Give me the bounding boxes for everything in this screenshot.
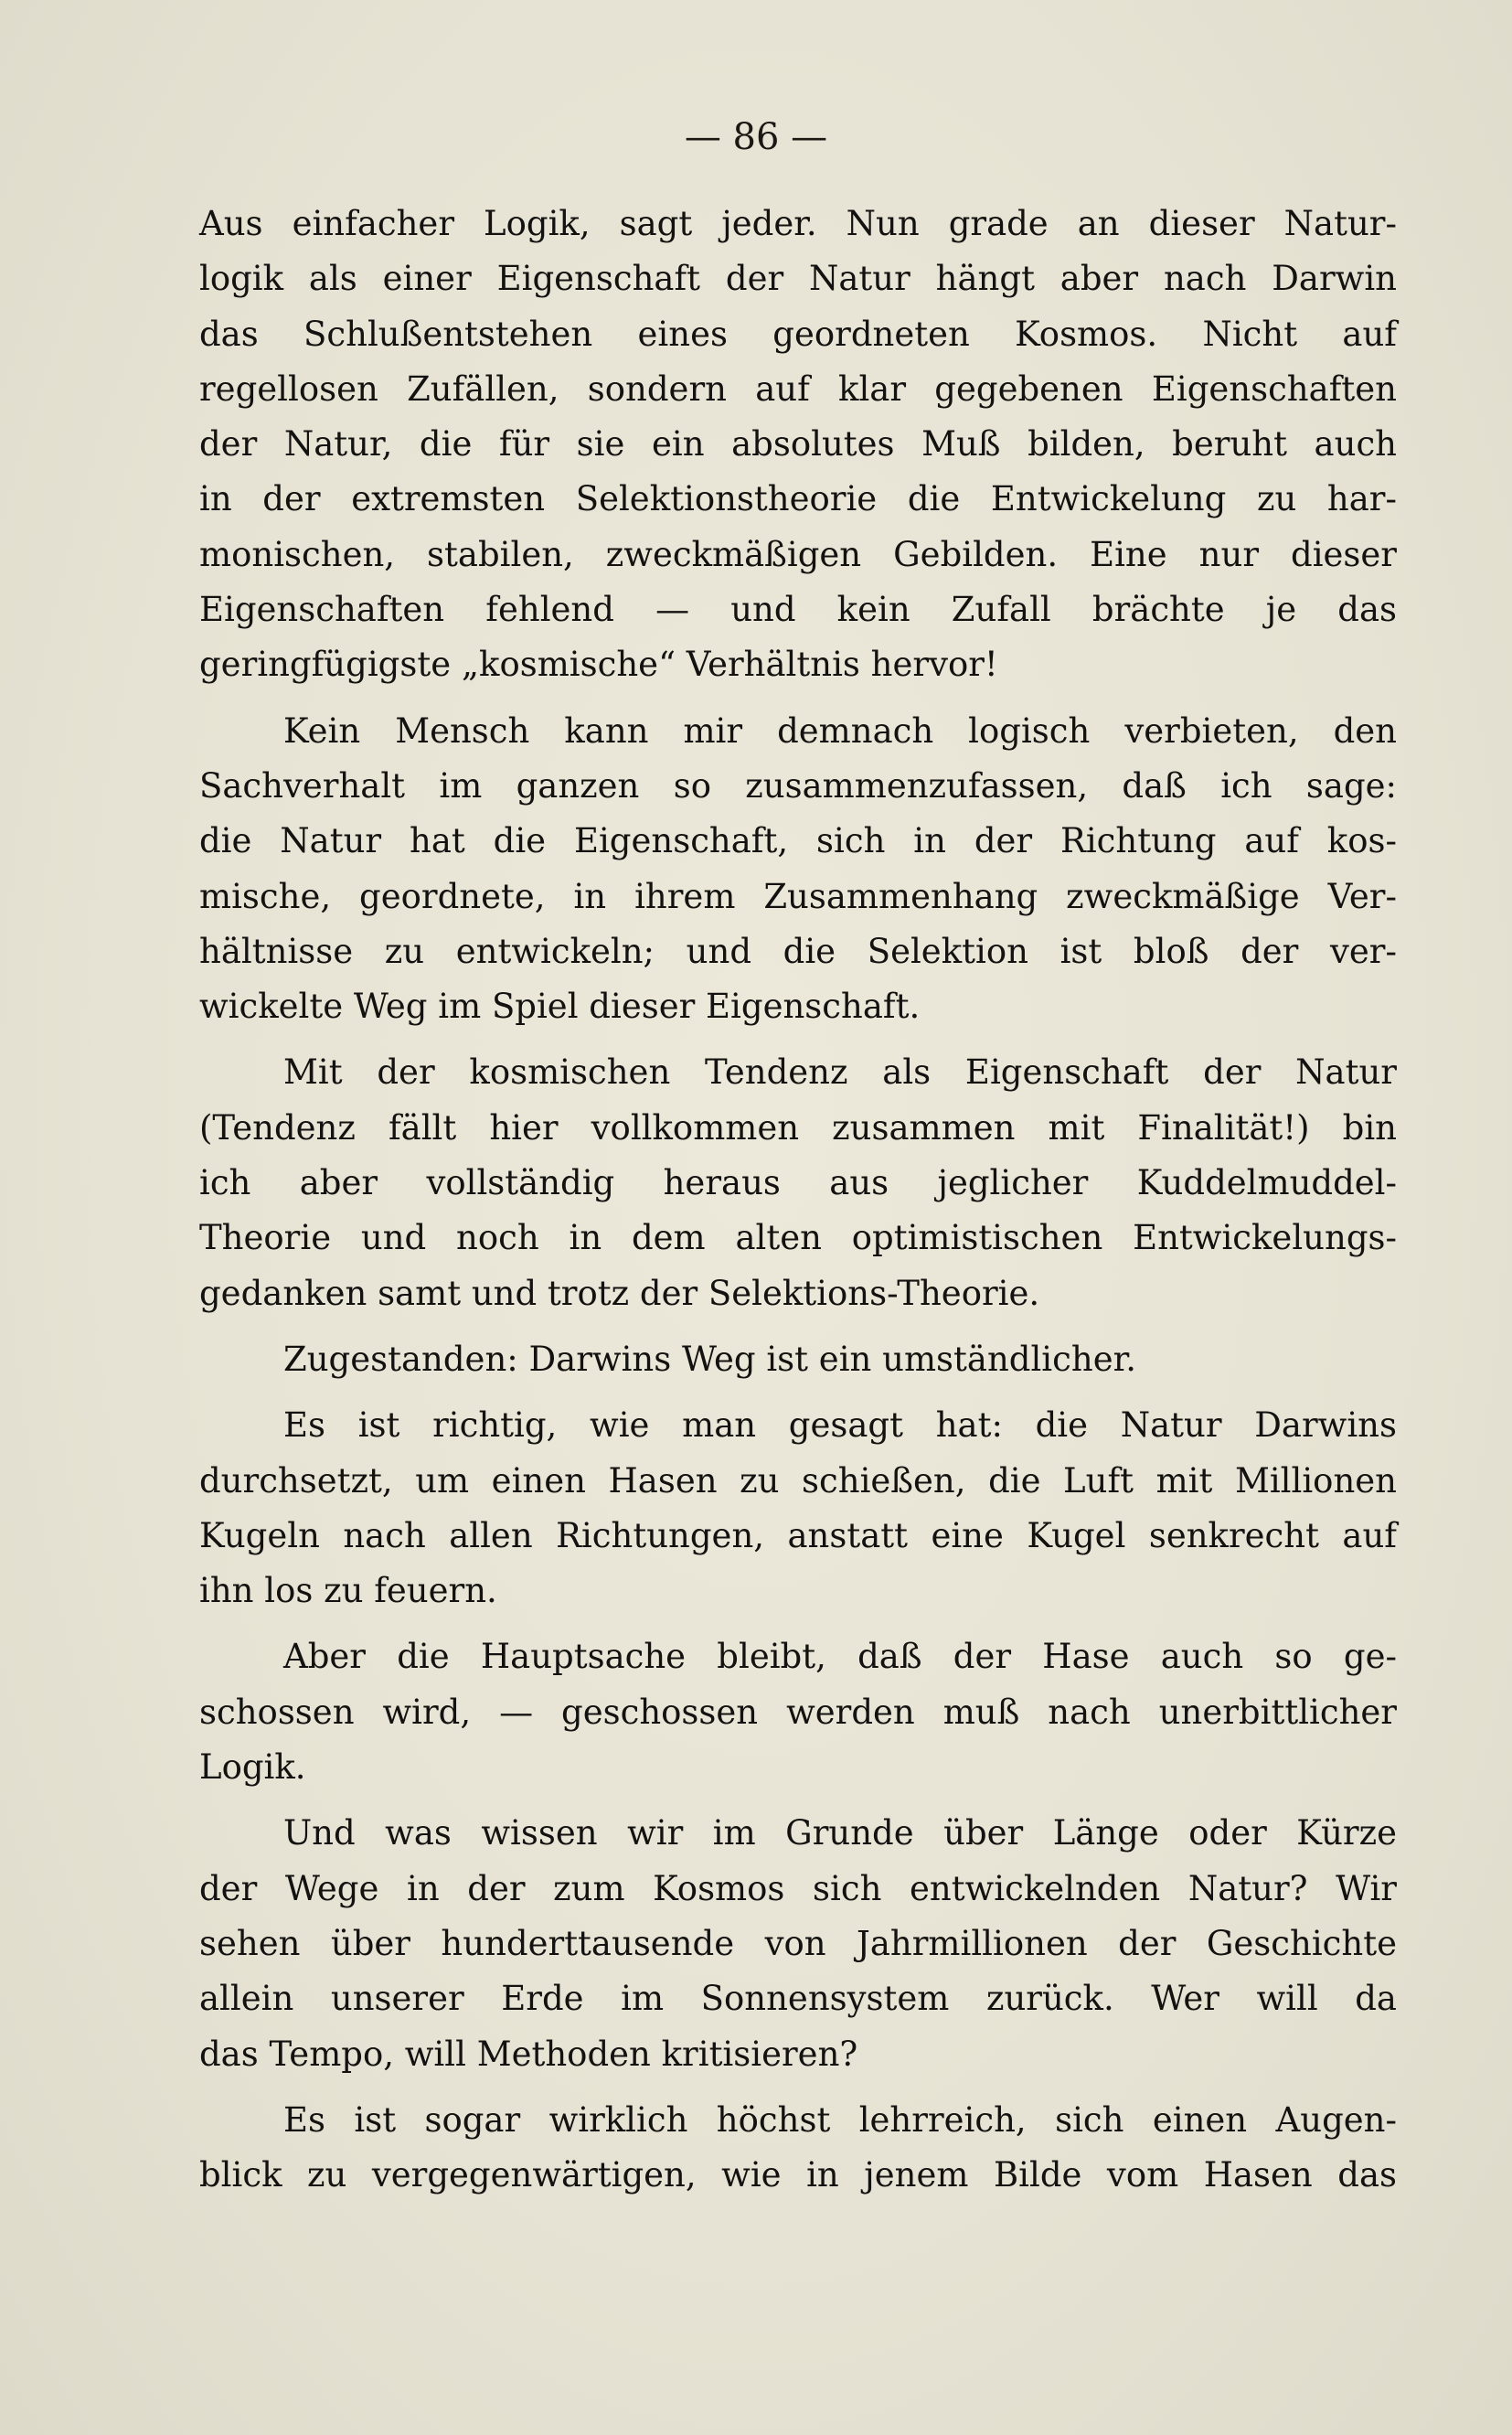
text-line: Und was wissen wir im Grunde über Länge oder Kürze	[283, 1813, 1397, 1853]
text-line: Aus einfacher Logik, sagt jeder. Nun grade an dieser Natur-	[199, 204, 1397, 243]
text-line: geringfügigste „kosmische“ Verhältnis hervor!	[199, 645, 998, 685]
text-line: der Natur, die für sie ein absolutes Muß bilden, beruht auch	[199, 424, 1397, 465]
paragraph-4	[199, 1332, 1397, 1387]
text-line: die Natur hat die Eigenschaft, sich in der Richtung auf kos-	[199, 821, 1397, 861]
text-line: allein unserer Erde im Sonnensystem zurück. Wer will da	[199, 1979, 1397, 2019]
paragraph-3	[199, 1045, 1397, 1320]
text-line: Kein Mensch kann mir demnach logisch verbieten, den	[283, 710, 1397, 751]
text-line: Zugestanden: Darwins Weg ist ein umständlicher.	[283, 1339, 1136, 1379]
text-line: (Tendenz fällt hier vollkommen zusammen mit Finalität!) bin	[199, 1107, 1397, 1148]
text-line: Sachverhalt im ganzen so zusammenzufassen, daß ich sage:	[199, 765, 1397, 806]
text-line: Theorie und noch in dem alten optimistischen Entwickelungs-	[199, 1218, 1397, 1258]
text-line: wickelte Weg im Spiel dieser Eigenschaft.	[199, 987, 921, 1027]
text-line: das Tempo, will Methoden kritisieren?	[199, 2034, 858, 2074]
text-line: gedanken samt und trotz der Selektions-Theorie.	[199, 1273, 1040, 1313]
text-line: ich aber vollständig heraus aus jeglicher Kuddelmuddel-	[199, 1163, 1397, 1203]
text-line: Es ist sogar wirklich höchst lehrreich, sich einen Augen-	[283, 2099, 1397, 2140]
text-line: Kugeln nach allen Richtungen, anstatt eine Kugel senkrecht auf	[199, 1515, 1397, 1555]
text-line: Eigenschaften fehlend — und kein Zufall brächte je das	[199, 590, 1397, 630]
paragraph-7	[199, 1806, 1397, 2081]
text-line: das Schlußentstehen eines geordneten Kosmos. Nicht auf	[199, 314, 1397, 354]
paragraph-6	[199, 1629, 1397, 1795]
text-line: Aber die Hauptsache bleibt, daß der Hase auch so ge-	[283, 1637, 1397, 1677]
paragraph-1	[199, 197, 1397, 693]
text-line: monischen, stabilen, zweckmäßigen Gebilden. Eine nur dieser	[199, 534, 1397, 574]
paragraph-8	[199, 2093, 1397, 2204]
text-line: durchsetzt, um einen Hasen zu schießen, die Luft mit Millionen	[199, 1460, 1397, 1501]
text-line: in der extremsten Selektionstheorie die Entwickelung zu har-	[199, 479, 1397, 519]
paragraph-5	[199, 1398, 1397, 1618]
paragraph-2	[199, 704, 1397, 1035]
text-line: hältnisse zu entwickeln; und die Selektion ist bloß der ver-	[199, 931, 1397, 971]
text-line: logik als einer Eigenschaft der Natur hängt aber nach Darwin	[199, 259, 1397, 299]
text-line: schossen wird, — geschossen werden muß nach unerbittlicher	[199, 1692, 1397, 1732]
text-line: sehen über hunderttausende von Jahrmillionen der Geschichte	[199, 1923, 1397, 1963]
body-text	[199, 197, 1397, 2214]
text-line: Mit der kosmischen Tendenz als Eigenschaft der Natur	[283, 1052, 1397, 1093]
text-line: der Wege in der zum Kosmos sich entwickelnden Natur? Wir	[199, 1868, 1397, 1908]
text-line: regellosen Zufällen, sondern auf klar gegebenen Eigenschaften	[199, 368, 1397, 409]
text-line: ihn los zu feuern.	[199, 1571, 497, 1611]
text-line: Es ist richtig, wie man gesagt hat: die Natur Darwins	[283, 1405, 1397, 1446]
text-line: blick zu vergegenwärtigen, wie in jenem Bilde vom Hasen das	[199, 2155, 1397, 2195]
page-number: — 86 —	[684, 116, 828, 158]
text-line: mische, geordnete, in ihrem Zusammenhang zweckmäßige Ver-	[199, 876, 1397, 916]
text-line: Logik.	[199, 1747, 306, 1788]
